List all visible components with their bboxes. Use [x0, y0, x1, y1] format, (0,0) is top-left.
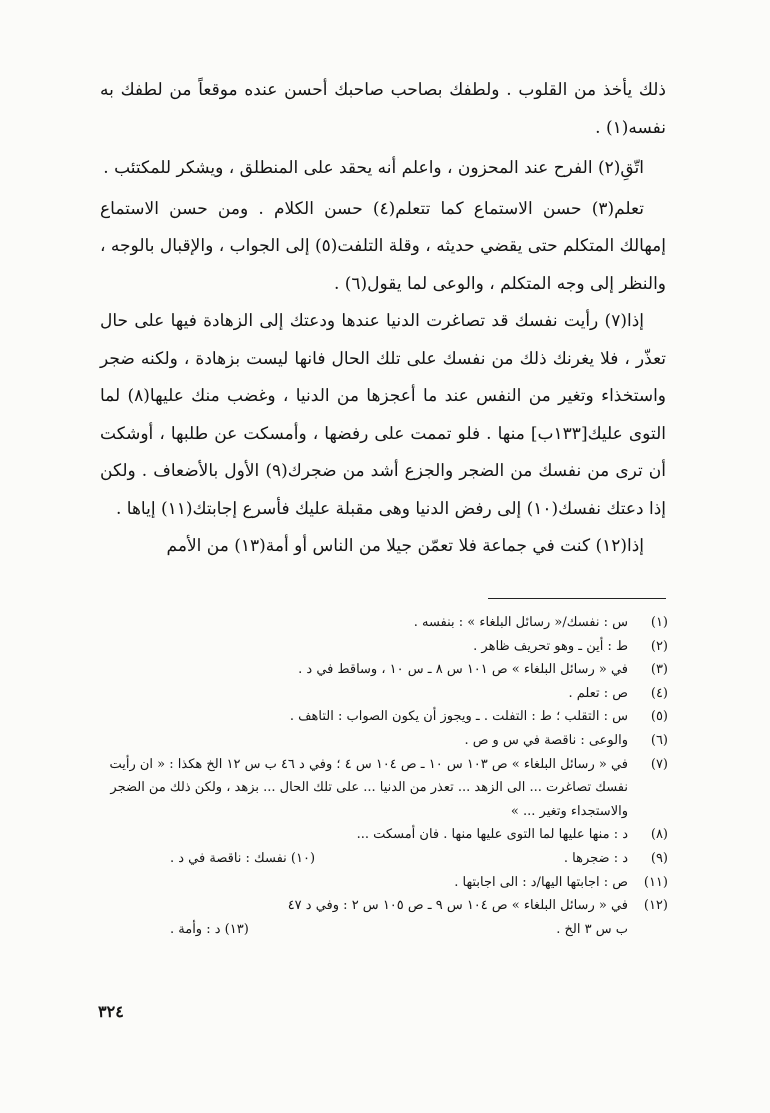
footnote: [100, 729, 668, 753]
footnote: [100, 658, 668, 682]
footnote-text: [100, 847, 628, 871]
footnote-number: (١٢): [643, 898, 668, 914]
paragraph: إذا(٧) رأيت نفسك قد تصاغرت الدنيا عندها ودعتك إلى الزهادة فيها على حال تعذّر ، فلا يغرنك ذلك من نفسك على تلك الحال فانها ليست بزهادة ، ولكنه ضجر واستخذاء وتغير من النفس عند ما أعجزها من الدنيا ، وغضب منك عليها(٨) لما التوى عليك[١٣٣ب] منها . فلو تممت على رفضها ، وأمسكت عن طلبها ، أوشكت أن ترى من نفسك من الضجر والجزع أشد من ضجرك(٩) الأول بالأضعاف . ولكن إذا دعتك نفسك(١٠) إلى رفض الدنيا وهى مقبلة عليك فأسرع إجابتك(١١) إياها .: [100, 311, 667, 519]
footnote-text: [100, 894, 628, 941]
paragraph: إذا(١٢) كنت في جماعة فلا تعمّن جيلا من الناس أو أمة(١٣) من الأمم: [166, 536, 644, 556]
footnote-number: (٦): [650, 732, 668, 748]
footnote-number: (١): [650, 615, 668, 630]
footnote-number: (٣): [650, 662, 668, 678]
footnote: [100, 823, 668, 847]
footnote-line: في « رسائل البلغاء » ص ١٠٤ س ٩ ـ ص ١٠٥ س ٢ : وفي د ٤٧: [287, 898, 628, 914]
footnote-separator: [488, 598, 666, 599]
footnote-text-b: (١٣) د : وأمة .: [170, 921, 249, 937]
footnote-pair: [100, 847, 668, 871]
paragraph: تعلم(٣) حسن الاستماع كما تتعلم(٤) حسن الكلام . ومن حسن الاستماع إمهالك المتكلم حتى يقضي حديثه ، وقلة التلفت(٥) إلى الجواب ، والإقبال بالوجه ، والنظر إلى وجه المتكلم ، والوعى لما يقول(٦) .: [100, 198, 666, 294]
footnote: [100, 894, 668, 941]
paragraph: اتّقِ(٢) الفرح عند المحزون ، واعلم أنه يحقد على المنطلق ، ويشكر للمكتئب .: [103, 158, 644, 178]
footnote-text-a: د : ضجرها .: [563, 850, 628, 866]
footnotes: [100, 611, 668, 941]
footnote-text: والوعى : ناقصة في س و ص .: [464, 732, 628, 748]
page-number: ٣٢٤: [98, 1002, 124, 1021]
footnote: [100, 611, 668, 635]
footnote-text: س : نفسك/« رسائل البلغاء » : بنفسه .: [413, 615, 628, 630]
paragraph: ذلك يأخذ من القلوب . ولطفك بصاحب صاحبك أحسن عنده موقعاً من لطفك به نفسه(١) .: [100, 80, 666, 138]
footnote-text: د : منها عليها لما التوى عليها منها . فان أمسكت ...: [356, 827, 628, 843]
footnote: [100, 871, 668, 895]
footnote-text: ص : تعلم .: [568, 685, 628, 701]
footnote-line: [100, 918, 628, 942]
footnote: [100, 705, 668, 729]
footnote: [100, 753, 668, 824]
main-text: [100, 72, 666, 566]
footnote-text-a: ب س ٣ الخ .: [556, 921, 628, 937]
footnote-number: (١١): [643, 874, 668, 890]
footnote-text: ص : اجابتها اليها/د : الى اجابتها .: [454, 874, 628, 890]
footnote-number: (٩): [650, 850, 668, 866]
footnote-number: (٧): [650, 756, 668, 772]
footnote: [100, 635, 668, 659]
footnote-text-b: (١٠) نفسك : ناقصة في د .: [170, 850, 316, 866]
footnote-number: (٢): [650, 638, 668, 654]
footnote-number: (٥): [650, 709, 668, 725]
footnote-number: (٨): [650, 827, 668, 843]
footnote-text: س : التقلب ؛ ط : التفلت . ـ ويجوز أن يكون الصواب : التاهف .: [289, 709, 628, 725]
footnote-text: ط : أين ـ وهو تحريف ظاهر .: [473, 638, 628, 654]
footnote-text: في « رسائل البلغاء » ص ١٠٣ س ١٠ ـ ص ١٠٤ س ٤ ؛ وفي د ٤٦ ب س ١٢ الخ هكذا : « ان رأيت نفسك تصاغرت ... الى الزهد ... تعذر من الدنيا ... على تلك الحال ... بزهد ، ولكن ذلك من الضجر والاستجداء وتغير ... »: [109, 756, 628, 819]
footnote-number: (٤): [650, 685, 668, 701]
footnote: [100, 682, 668, 706]
footnote-text: في « رسائل البلغاء » ص ١٠١ س ٨ ـ س ١٠ ، وساقط في د .: [298, 662, 628, 678]
